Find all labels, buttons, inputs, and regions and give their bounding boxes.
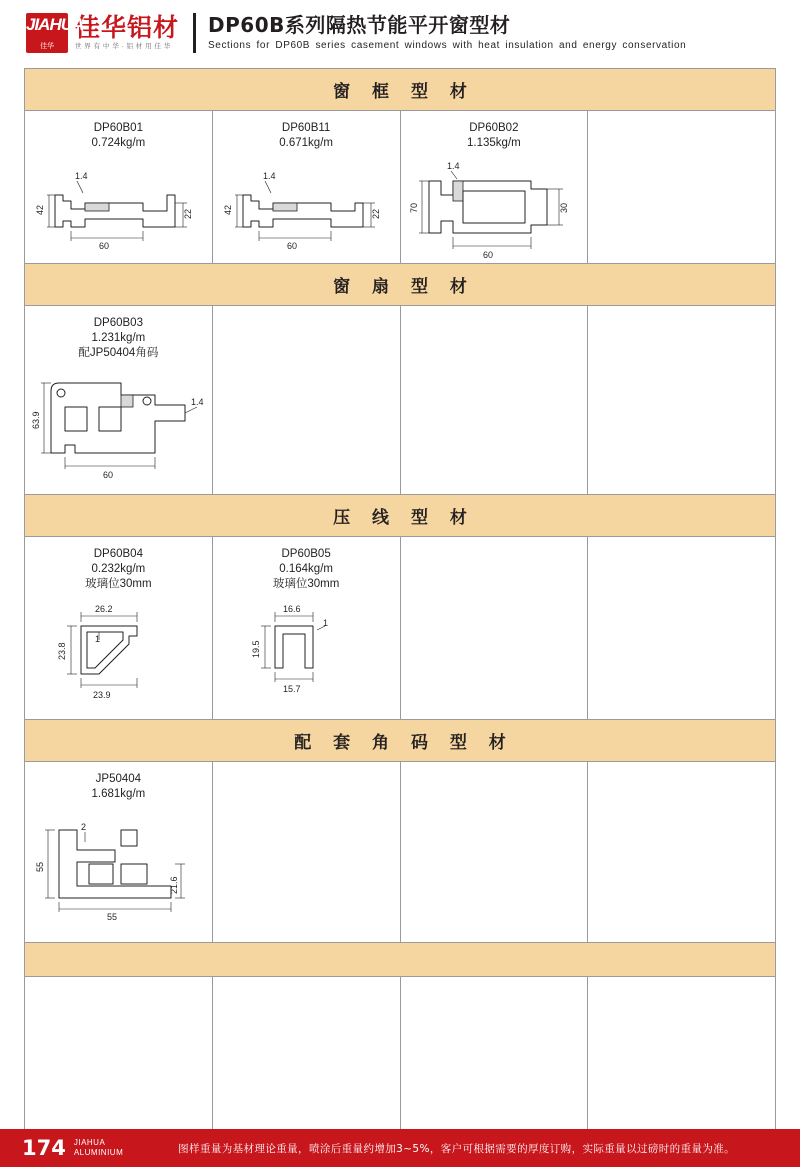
page-header bbox=[0, 0, 800, 62]
page-title-cn: DP60B系列隔热节能平开窗型材 bbox=[208, 13, 511, 37]
profile-cell-empty bbox=[213, 306, 401, 494]
footer-note: 图样重量为基材理论重量，喷涂后重量约增加3~5%，客户可根据需要的厚度订购，实际重量以过磅时的重量为准。 bbox=[137, 1129, 800, 1167]
profile-note: 配JP50404角码 bbox=[78, 347, 159, 359]
profile-drawing-dp60b03 bbox=[25, 361, 212, 481]
dim-label: 1.4 bbox=[75, 171, 88, 181]
profile-cell-dp60b03 bbox=[25, 306, 213, 494]
dim-label: 1.4 bbox=[262, 171, 276, 181]
section-band-blank bbox=[25, 943, 775, 977]
profile-code: DP60B01 bbox=[93, 122, 143, 134]
logo-mark-subtext: 佳华 bbox=[40, 43, 54, 50]
dim-label: 60 bbox=[99, 241, 110, 251]
dim-label: 22 bbox=[370, 208, 381, 219]
profile-drawing-dp60b05 bbox=[213, 592, 400, 702]
section-band-corner: 配 套 角 码 型 材 bbox=[25, 720, 775, 762]
logo-slogan: 世 界 有 中 华 · 铝 材 用 佳 华 bbox=[75, 43, 171, 50]
profile-cell-empty bbox=[588, 762, 775, 942]
dim-label: 19.5 bbox=[250, 640, 261, 658]
dim-label: 70 bbox=[408, 202, 419, 213]
section-band-bead: 压 线 型 材 bbox=[25, 495, 775, 537]
profile-cell-empty bbox=[588, 306, 775, 494]
profile-table bbox=[24, 68, 776, 1164]
table-row bbox=[25, 111, 775, 264]
logo-company-name: 佳华铝材 bbox=[75, 13, 180, 42]
footer-brand-line2: ALUMINIUM bbox=[73, 1148, 124, 1157]
page-number: 174 bbox=[22, 1135, 66, 1160]
dim-label: 60 bbox=[103, 470, 114, 480]
profile-cell-dp60b01 bbox=[25, 111, 213, 263]
profile-weight: 0.671kg/m bbox=[279, 137, 333, 149]
page-title-en: Sections for DP60B series casement windows with heat insulation and energy conservation bbox=[208, 40, 687, 51]
dim-label: 23.9 bbox=[93, 690, 111, 700]
dim-label: 22 bbox=[183, 208, 193, 219]
profile-cell-jp50404 bbox=[25, 762, 213, 942]
profile-cell-empty bbox=[588, 111, 775, 263]
profile-code: JP50404 bbox=[95, 773, 142, 785]
dim-label: 15.7 bbox=[282, 684, 301, 694]
footer-brand-line1: JIAHUA bbox=[73, 1138, 106, 1147]
profile-cell-empty bbox=[213, 762, 401, 942]
page-footer bbox=[0, 1129, 800, 1167]
dim-label: 1.4 bbox=[191, 397, 204, 407]
dim-label: 1 bbox=[322, 618, 328, 628]
dim-label: 1.4 bbox=[446, 161, 460, 171]
cell-head bbox=[213, 537, 400, 592]
profile-cell-dp60b05 bbox=[213, 537, 401, 719]
dim-label: 30 bbox=[558, 202, 569, 213]
table-row bbox=[25, 537, 775, 720]
profile-weight: 1.681kg/m bbox=[91, 788, 146, 800]
dim-label: 42 bbox=[222, 204, 233, 215]
table-row bbox=[25, 762, 775, 943]
profile-weight: 0.232kg/m bbox=[91, 563, 146, 575]
profile-weight: 0.724kg/m bbox=[91, 137, 146, 149]
dim-label: 60 bbox=[286, 241, 297, 251]
dim-label: 55 bbox=[35, 861, 45, 872]
profile-code: DP60B05 bbox=[281, 548, 331, 560]
profile-cell-dp60b11 bbox=[213, 111, 401, 263]
logo-mark-initials: JIAHUA bbox=[26, 15, 84, 34]
profile-cell-empty bbox=[401, 306, 589, 494]
profile-code: DP60B02 bbox=[469, 122, 519, 134]
profile-cell-empty bbox=[401, 537, 589, 719]
profile-weight: 1.135kg/m bbox=[467, 137, 521, 149]
page-title bbox=[208, 13, 776, 53]
dim-label: 2 bbox=[81, 822, 87, 832]
header-divider bbox=[193, 13, 196, 53]
jiahua-logo-icon bbox=[26, 13, 84, 53]
cell-head bbox=[25, 762, 212, 802]
profile-note: 玻璃位30mm bbox=[272, 578, 340, 590]
profile-drawing-dp60b04 bbox=[25, 592, 212, 702]
dim-label: 1 bbox=[95, 634, 101, 644]
dim-label: 26.2 bbox=[95, 604, 113, 614]
profile-code: DP60B04 bbox=[93, 548, 143, 560]
profile-weight: 1.231kg/m bbox=[91, 332, 146, 344]
profile-cell-empty bbox=[588, 537, 775, 719]
dim-label: 21.6 bbox=[169, 876, 179, 894]
profile-drawing-dp60b01 bbox=[25, 151, 212, 251]
logo bbox=[26, 13, 179, 53]
table-row bbox=[25, 306, 775, 495]
profile-code: DP60B11 bbox=[281, 122, 331, 134]
cell-head bbox=[213, 111, 400, 151]
profile-cell-dp60b04 bbox=[25, 537, 213, 719]
footer-brand bbox=[74, 1138, 123, 1158]
profile-drawing-jp50404 bbox=[25, 802, 212, 922]
cell-head bbox=[25, 306, 212, 361]
profile-cell-dp60b02 bbox=[401, 111, 589, 263]
cell-head bbox=[401, 111, 588, 151]
dim-label: 63.9 bbox=[31, 411, 41, 429]
dim-label: 42 bbox=[35, 204, 45, 215]
profile-code: DP60B03 bbox=[93, 317, 143, 329]
profile-drawing-dp60b11 bbox=[213, 151, 400, 251]
profile-cell-empty bbox=[401, 762, 589, 942]
profile-weight: 0.164kg/m bbox=[279, 563, 333, 575]
dim-label: 23.8 bbox=[57, 642, 67, 660]
cell-head bbox=[25, 111, 212, 151]
section-band-frame: 窗 框 型 材 bbox=[25, 69, 775, 111]
profile-note: 玻璃位30mm bbox=[85, 578, 152, 590]
dim-label: 16.6 bbox=[282, 604, 301, 614]
dim-label: 60 bbox=[482, 250, 493, 260]
section-band-sash: 窗 扇 型 材 bbox=[25, 264, 775, 306]
cell-head bbox=[25, 537, 212, 592]
profile-drawing-dp60b02 bbox=[401, 151, 588, 261]
footer-page-block bbox=[0, 1129, 137, 1167]
logo-text bbox=[75, 15, 179, 51]
dim-label: 55 bbox=[107, 912, 118, 922]
